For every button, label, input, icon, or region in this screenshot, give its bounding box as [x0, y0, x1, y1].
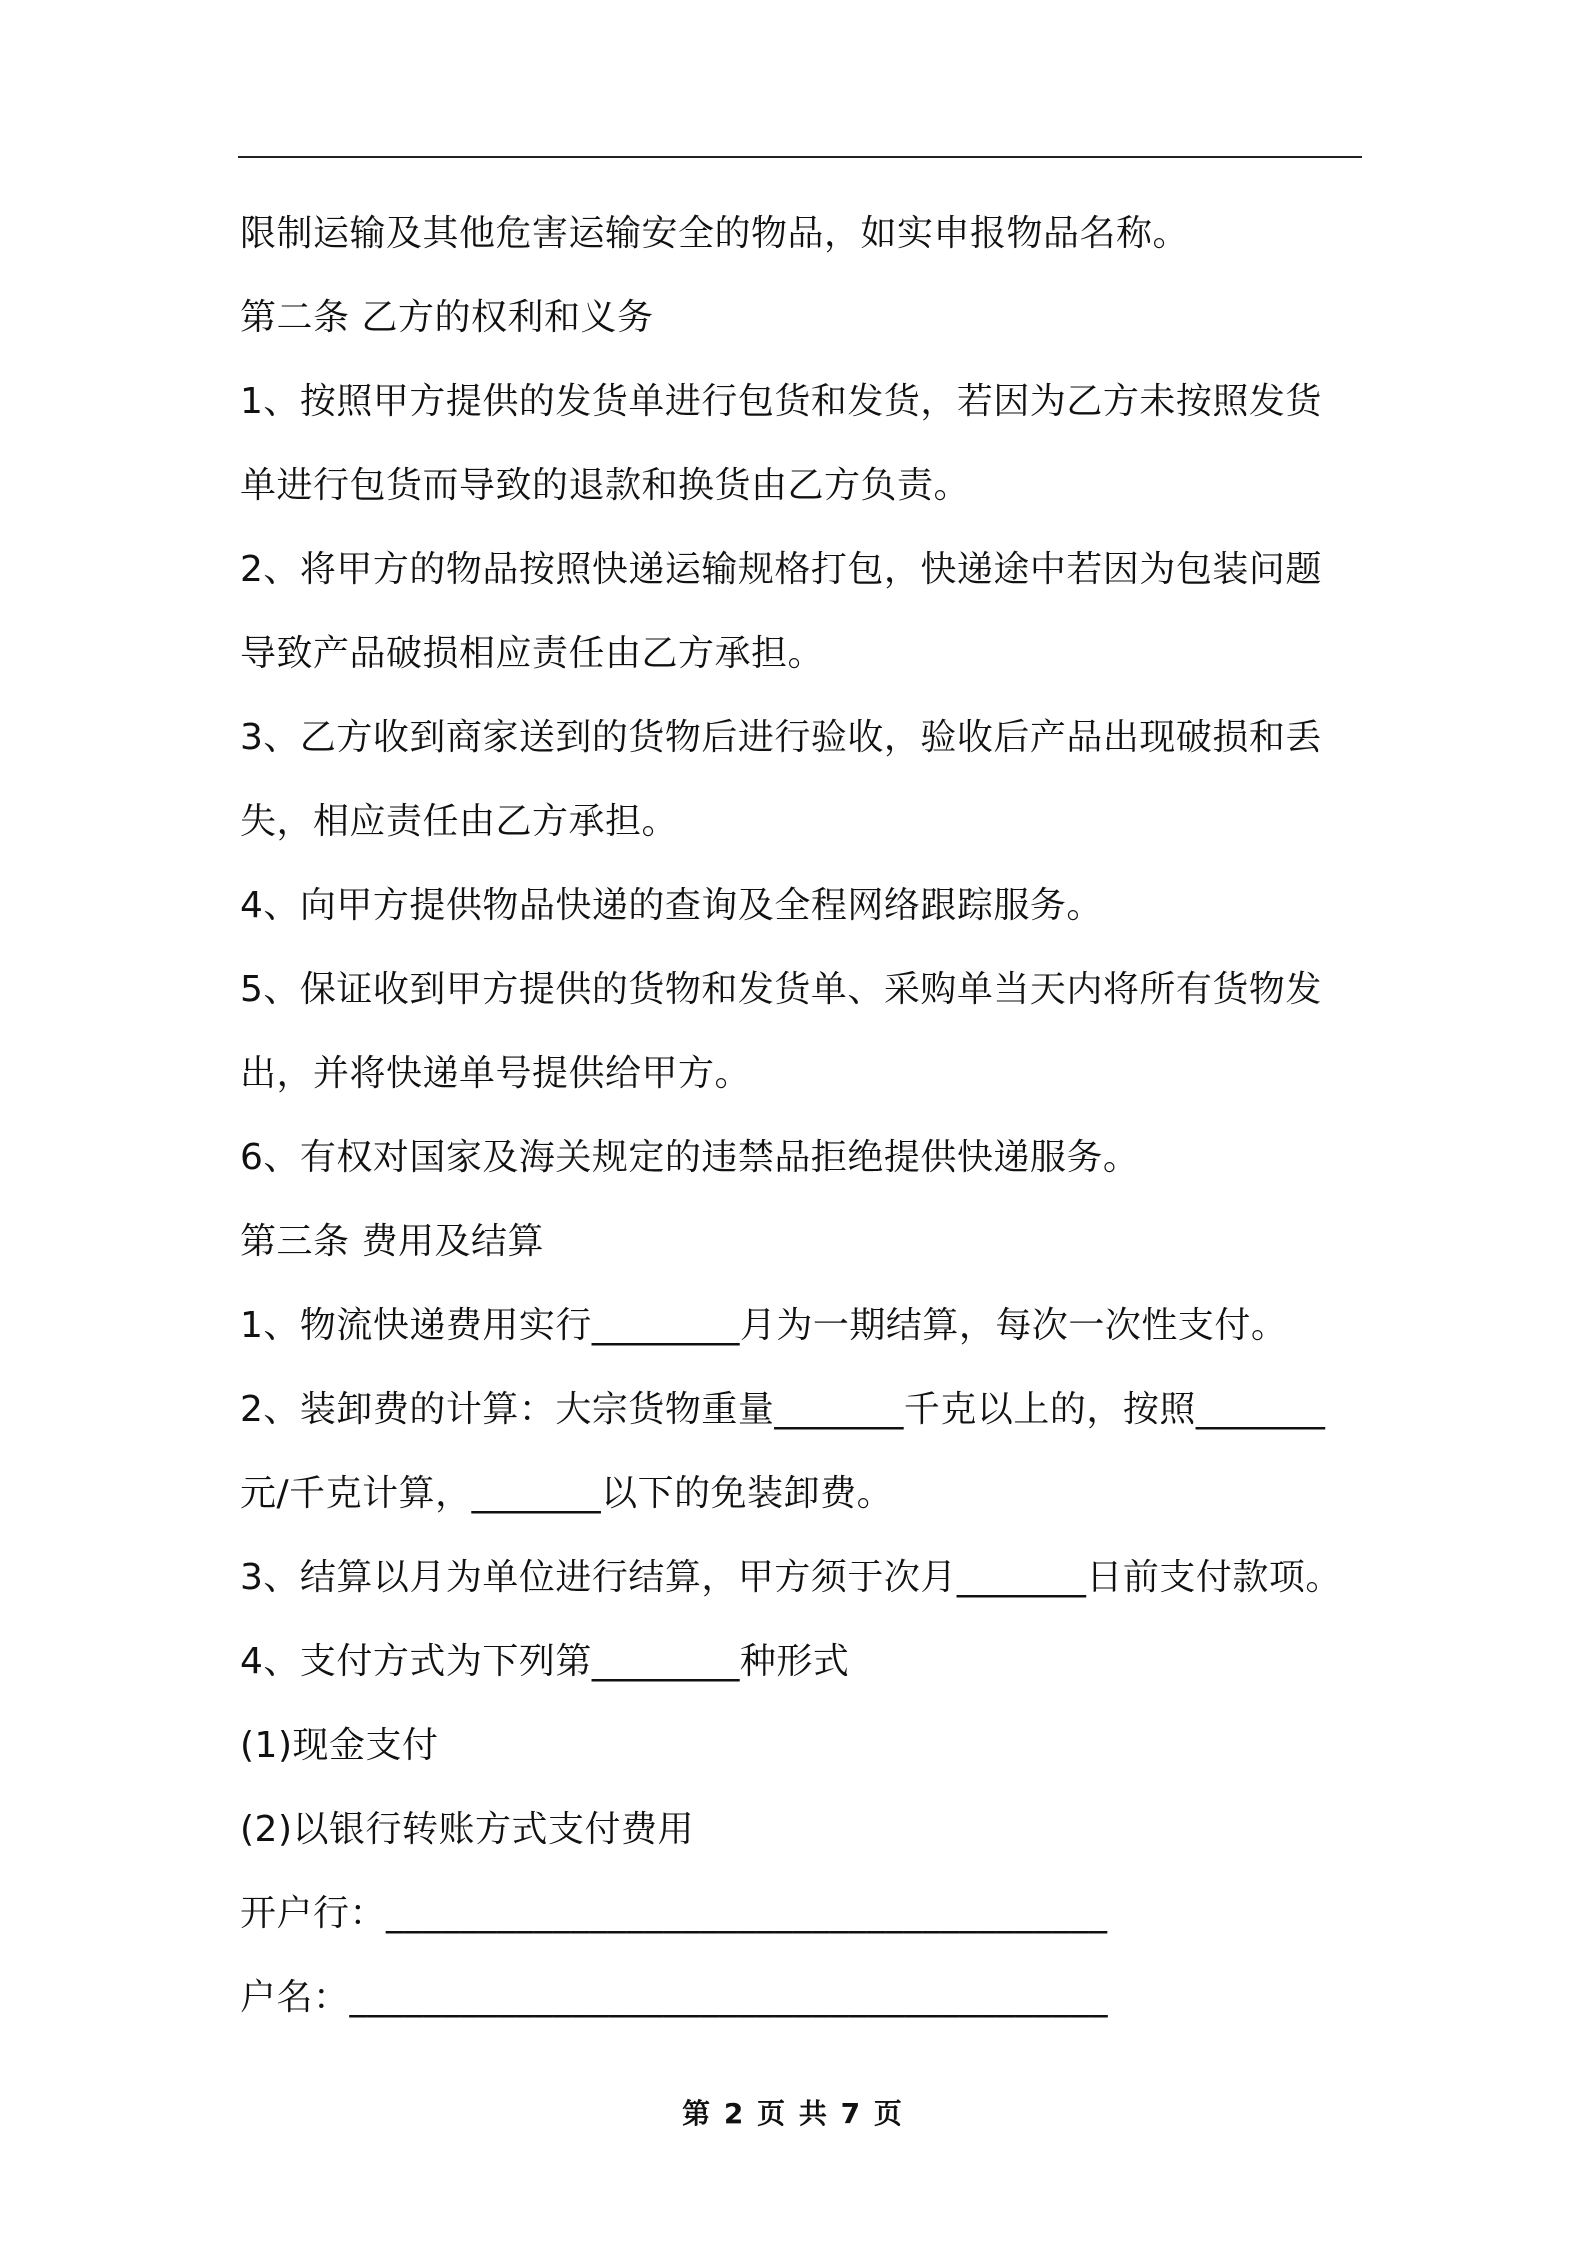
text-line: 2、将甲方的物品按照快递运输规格打包，快递途中若因为包装问题: [240, 549, 1322, 590]
page-number: 第 2 页 共 7 页: [682, 2097, 904, 2130]
text-line: (1)现金支付: [240, 1725, 439, 1766]
text-line: 4、支付方式为下列第________种形式: [240, 1641, 850, 1682]
section-heading: 第三条 费用及结算: [240, 1221, 544, 1262]
text-line: 6、有权对国家及海关规定的违禁品拒绝提供快递服务。: [240, 1137, 1140, 1178]
text-line: 3、结算以月为单位进行结算，甲方须于次月_______日前支付款项。: [240, 1557, 1342, 1598]
text-line: 1、物流快递费用实行________月为一期结算，每次一次性支付。: [240, 1305, 1288, 1346]
text-line: 1、按照甲方提供的发货单进行包货和发货，若因为乙方未按照发货: [240, 381, 1322, 422]
text-line: 导致产品破损相应责任由乙方承担。: [240, 633, 825, 674]
section-heading: 第二条 乙方的权利和义务: [240, 297, 654, 338]
text-line: 开户行：_______________________________________: [240, 1893, 1108, 1934]
text-line: 3、乙方收到商家送到的货物后进行验收，验收后产品出现破损和丢: [240, 717, 1322, 758]
text-line: 限制运输及其他危害运输安全的物品，如实申报物品名称。: [240, 213, 1190, 254]
text-line: 失，相应责任由乙方承担。: [240, 801, 679, 842]
text-line: 户名：_________________________________________: [240, 1977, 1109, 2018]
text-line: 单进行包货而导致的退款和换货由乙方负责。: [240, 465, 971, 506]
text-line: 2、装卸费的计算：大宗货物重量_______千克以上的，按照_______: [240, 1389, 1326, 1430]
text-line: 元/千克计算，_______以下的免装卸费。: [240, 1473, 894, 1514]
header-rule: [238, 156, 1362, 158]
page-footer: [0, 2092, 1586, 2132]
text-line: 出，并将快递单号提供给甲方。: [240, 1053, 752, 1094]
text-line: (2)以银行转账方式支付费用: [240, 1809, 694, 1850]
document-body: [240, 192, 1365, 2040]
text-line: 4、向甲方提供物品快递的查询及全程网络跟踪服务。: [240, 885, 1103, 926]
text-line: 5、保证收到甲方提供的货物和发货单、采购单当天内将所有货物发: [240, 969, 1322, 1010]
